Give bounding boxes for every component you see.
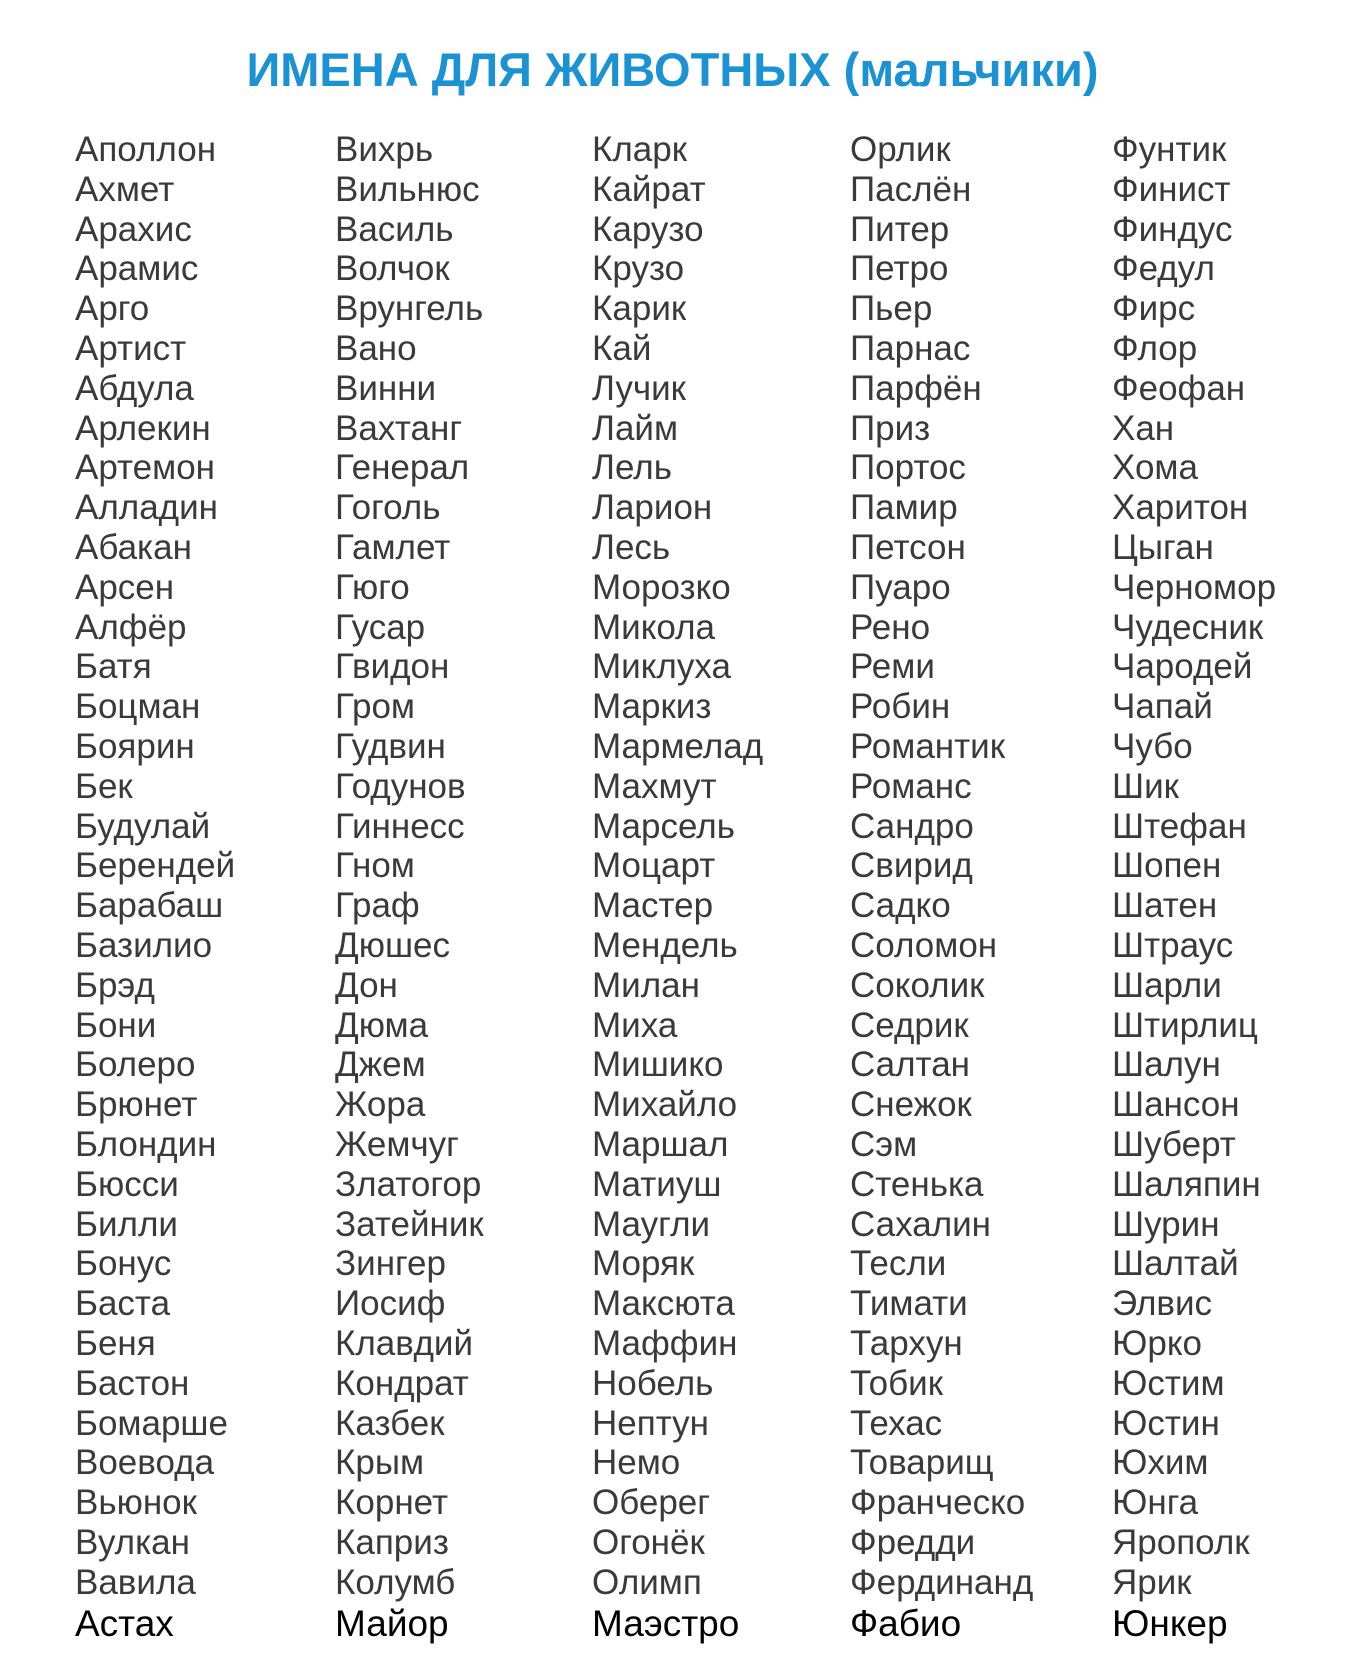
name-item: Ярик (1112, 1562, 1192, 1602)
name-item: Годунов (335, 766, 466, 806)
name-item: Крузо (592, 249, 685, 289)
name-item: Воевода (75, 1443, 215, 1483)
name-item: Цыган (1112, 527, 1214, 567)
name-item: Боярин (75, 726, 195, 766)
name-item: Огонёк (592, 1522, 705, 1562)
name-item: Портос (850, 448, 966, 488)
name-item: Гном (335, 846, 415, 886)
name-item: Оберег (592, 1483, 711, 1523)
name-item: Юстим (1112, 1363, 1225, 1403)
name-item: Арамис (75, 249, 199, 289)
name-item: Гром (335, 687, 415, 727)
name-item: Ахмет (75, 169, 175, 209)
names-column-5 (1112, 130, 1276, 1644)
name-item: Феофан (1112, 368, 1246, 408)
name-item: Василь (335, 209, 454, 249)
name-item: Казбек (335, 1403, 445, 1443)
name-item: Сандро (850, 806, 974, 846)
name-item: Гамлет (335, 527, 451, 567)
name-item: Гусар (335, 607, 426, 647)
name-item: Фирс (1112, 289, 1196, 329)
name-item: Товарищ (850, 1443, 994, 1483)
name-item: Михайло (592, 1085, 738, 1125)
name-item: Клавдий (335, 1323, 474, 1363)
name-item: Шопен (1112, 846, 1222, 886)
name-item: Милан (592, 965, 700, 1005)
name-item: Микола (592, 607, 715, 647)
name-item: Робин (850, 687, 951, 727)
name-item: Романтик (850, 726, 1006, 766)
name-item: Абдула (75, 368, 194, 408)
name-item: Матиуш (592, 1164, 722, 1204)
name-item: Чапай (1112, 687, 1213, 727)
name-item: Хан (1112, 408, 1175, 448)
name-item: Шуберт (1112, 1124, 1236, 1164)
name-item: Морозко (592, 567, 731, 607)
name-item: Златогор (335, 1164, 482, 1204)
name-item: Бомарше (75, 1403, 228, 1443)
name-item: Шатен (1112, 886, 1218, 926)
name-item: Мастер (592, 886, 714, 926)
name-item: Арахис (75, 209, 192, 249)
name-item: Моряк (592, 1244, 695, 1284)
name-item: Фабио (850, 1603, 962, 1645)
name-item: Маффин (592, 1323, 738, 1363)
name-item: Маршал (592, 1124, 729, 1164)
name-item: Фунтик (1112, 130, 1227, 169)
name-item: Жемчуг (335, 1124, 459, 1164)
name-item: Тархун (850, 1323, 963, 1363)
name-item: Шурин (1112, 1204, 1220, 1244)
name-item: Орлик (850, 130, 951, 169)
name-item: Федул (1112, 249, 1215, 289)
name-item: Дюма (335, 1005, 429, 1045)
name-item: Петро (850, 249, 949, 289)
name-item: Арсен (75, 567, 175, 607)
name-item: Рено (850, 607, 931, 647)
name-item: Вано (335, 328, 417, 368)
name-item: Каприз (335, 1522, 449, 1562)
name-item: Блондин (75, 1124, 217, 1164)
name-item: Карузо (592, 209, 704, 249)
name-item: Вильнюс (335, 169, 480, 209)
name-item: Мармелад (592, 726, 764, 766)
name-item: Колумб (335, 1562, 456, 1602)
name-item: Брюнет (75, 1085, 198, 1125)
name-item: Пьер (850, 289, 933, 329)
name-item: Вулкан (75, 1522, 190, 1562)
name-item: Баста (75, 1284, 171, 1324)
name-item: Боцман (75, 687, 201, 727)
name-item: Снежок (850, 1085, 972, 1125)
name-item: Гиннесс (335, 806, 465, 846)
name-item: Волчок (335, 249, 450, 289)
name-item: Маугли (592, 1204, 711, 1244)
name-item: Мендель (592, 925, 738, 965)
name-item: Арлекин (75, 408, 211, 448)
name-item: Лайм (592, 408, 679, 448)
name-item: Юхим (1112, 1443, 1209, 1483)
page-title: ИМЕНА ДЛЯ ЖИВОТНЫХ (мальчики) (246, 43, 1099, 96)
name-item: Паслён (850, 169, 972, 209)
name-item: Олимп (592, 1562, 702, 1602)
name-item: Кондрат (335, 1363, 469, 1403)
name-item: Генерал (335, 448, 470, 488)
name-item: Мишико (592, 1045, 724, 1085)
name-item: Шансон (1112, 1085, 1240, 1125)
name-item: Романс (850, 766, 972, 806)
names-column-3 (592, 130, 763, 1644)
name-item: Садко (850, 886, 951, 926)
names-columns (0, 130, 1345, 1660)
name-item: Приз (850, 408, 931, 448)
name-item: Гюго (335, 567, 410, 607)
name-item: Элвис (1112, 1284, 1213, 1324)
name-item: Салтан (850, 1045, 970, 1085)
names-column-4 (850, 130, 1033, 1644)
name-item: Гвидон (335, 647, 450, 687)
name-item: Зингер (335, 1244, 446, 1284)
name-item: Берендей (75, 846, 236, 886)
name-item: Дюшес (335, 925, 450, 965)
names-column-2 (335, 130, 484, 1644)
name-item: Болеро (75, 1045, 196, 1085)
name-item: Беня (75, 1323, 156, 1363)
name-item: Седрик (850, 1005, 969, 1045)
name-item: Чудесник (1112, 607, 1264, 647)
name-item: Пуаро (850, 567, 951, 607)
name-item: Сэм (850, 1124, 918, 1164)
name-item: Вавила (75, 1562, 196, 1602)
name-item: Граф (335, 886, 420, 926)
name-item: Шарли (1112, 965, 1222, 1005)
name-item: Кай (592, 328, 652, 368)
name-item: Дон (335, 965, 398, 1005)
name-item: Ларион (592, 488, 713, 528)
name-item: Максюта (592, 1284, 735, 1324)
names-column-1 (75, 130, 235, 1644)
name-item: Шаляпин (1112, 1164, 1261, 1204)
name-item: Финист (1112, 169, 1231, 209)
name-item: Петсон (850, 527, 966, 567)
name-item: Штефан (1112, 806, 1247, 846)
name-item: Кайрат (592, 169, 706, 209)
name-item: Будулай (75, 806, 211, 846)
name-item: Лучик (592, 368, 686, 408)
name-item: Лель (592, 448, 672, 488)
name-item: Стенька (850, 1164, 984, 1204)
name-item: Вихрь (335, 130, 434, 169)
name-item: Черномор (1112, 567, 1277, 607)
name-item: Крым (335, 1443, 425, 1483)
name-item: Базилио (75, 925, 213, 965)
name-item: Батя (75, 647, 152, 687)
name-item: Лесь (592, 527, 671, 567)
name-item: Реми (850, 647, 935, 687)
name-item: Техас (850, 1403, 943, 1443)
name-item: Аполлон (75, 130, 217, 169)
name-item: Финдус (1112, 209, 1233, 249)
name-item: Чубо (1112, 726, 1193, 766)
name-item: Вахтанг (335, 408, 463, 448)
name-item: Тобик (850, 1363, 944, 1403)
name-item: Ярополк (1112, 1522, 1250, 1562)
name-item: Корнет (335, 1483, 448, 1523)
name-item: Алладин (75, 488, 218, 528)
name-item: Абакан (75, 527, 192, 567)
name-item: Жора (335, 1085, 426, 1125)
name-item: Астах (75, 1603, 174, 1645)
name-item: Затейник (335, 1204, 484, 1244)
name-item: Тесли (850, 1244, 947, 1284)
name-item: Бонус (75, 1244, 172, 1284)
name-item: Алфёр (75, 607, 187, 647)
name-item: Гоголь (335, 488, 441, 528)
name-item: Харитон (1112, 488, 1249, 528)
name-item: Билли (75, 1204, 178, 1244)
name-item: Чародей (1112, 647, 1253, 687)
name-item: Флор (1112, 328, 1198, 368)
name-item: Памир (850, 488, 958, 528)
name-item: Бюсси (75, 1164, 179, 1204)
name-item: Фредди (850, 1522, 976, 1562)
name-item: Моцарт (592, 846, 716, 886)
name-item: Вьюнок (75, 1483, 197, 1523)
name-item: Парнас (850, 328, 971, 368)
name-item: Арго (75, 289, 150, 329)
name-item: Марсель (592, 806, 735, 846)
name-item: Штраус (1112, 925, 1234, 965)
name-item: Махмут (592, 766, 717, 806)
name-item: Соколик (850, 965, 985, 1005)
name-item: Юрко (1112, 1323, 1202, 1363)
name-item: Шик (1112, 766, 1179, 806)
name-item: Шалун (1112, 1045, 1221, 1085)
name-item: Юнкер (1112, 1603, 1228, 1645)
name-item: Винни (335, 368, 437, 408)
name-item: Штирлиц (1112, 1005, 1258, 1045)
name-item: Нобель (592, 1363, 714, 1403)
name-item: Миклуха (592, 647, 731, 687)
name-item: Нептун (592, 1403, 709, 1443)
name-item: Бони (75, 1005, 157, 1045)
name-item: Хома (1112, 448, 1198, 488)
name-item: Артемон (75, 448, 215, 488)
name-item: Барабаш (75, 886, 224, 926)
name-item: Джем (335, 1045, 426, 1085)
name-item: Парфён (850, 368, 982, 408)
name-item: Миха (592, 1005, 678, 1045)
name-item: Врунгель (335, 289, 484, 329)
name-item: Соломон (850, 925, 998, 965)
name-item: Кларк (592, 130, 688, 169)
name-item: Фердинанд (850, 1562, 1034, 1602)
name-item: Шалтай (1112, 1244, 1239, 1284)
name-item: Сахалин (850, 1204, 992, 1244)
name-item: Артист (75, 328, 187, 368)
name-item: Маркиз (592, 687, 712, 727)
name-item: Юстин (1112, 1403, 1220, 1443)
name-item: Тимати (850, 1284, 968, 1324)
name-item: Майор (335, 1603, 449, 1645)
name-item: Бастон (75, 1363, 190, 1403)
name-item: Маэстро (592, 1603, 740, 1645)
name-item: Свирид (850, 846, 973, 886)
name-item: Гудвин (335, 726, 446, 766)
name-item: Брэд (75, 965, 155, 1005)
name-item: Иосиф (335, 1284, 446, 1324)
name-item: Юнга (1112, 1483, 1199, 1523)
name-item: Франческо (850, 1483, 1026, 1523)
name-item: Питер (850, 209, 950, 249)
name-item: Немо (592, 1443, 681, 1483)
name-item: Бек (75, 766, 133, 806)
name-item: Карик (592, 289, 687, 329)
